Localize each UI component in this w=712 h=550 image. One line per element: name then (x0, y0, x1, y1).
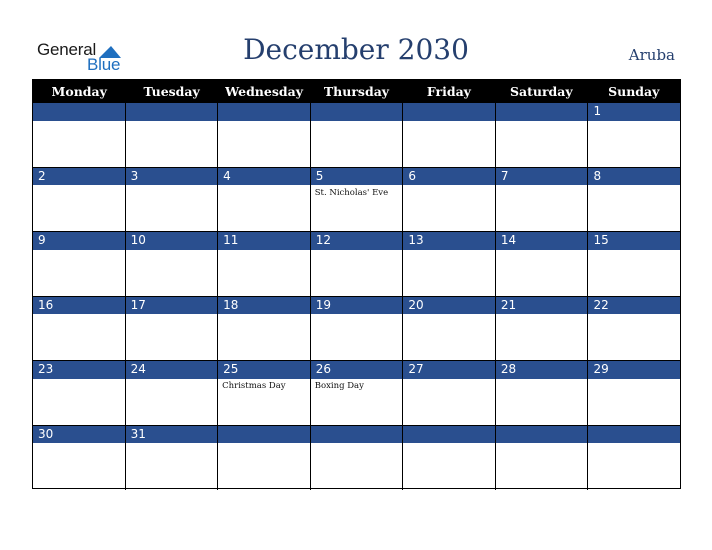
country-label: Aruba (628, 46, 675, 64)
day-cell[interactable] (125, 426, 218, 491)
weekday-saturday: Saturday (509, 84, 573, 99)
day-cell[interactable] (125, 297, 218, 362)
holiday-label: St. Nicholas' Eve (314, 187, 389, 198)
day-cell[interactable] (310, 103, 403, 168)
day-cell[interactable] (402, 232, 495, 297)
page-title: December 2030 (243, 33, 469, 66)
day-number: 22 (593, 297, 609, 312)
day-number: 7 (500, 168, 509, 183)
day-cell[interactable] (310, 168, 403, 233)
day-number: 25 (223, 362, 239, 376)
day-number: 20 (408, 297, 424, 312)
week-row (33, 103, 680, 168)
day-number: 31 (130, 426, 146, 441)
day-number: 18 (223, 297, 239, 312)
day-cell[interactable] (33, 297, 125, 362)
day-cell[interactable] (587, 297, 680, 362)
day-number: 9 (38, 233, 46, 247)
day-number: 15 (593, 233, 609, 247)
day-cell[interactable] (495, 168, 588, 233)
day-number: 27 (408, 362, 424, 376)
day-cell[interactable] (402, 168, 495, 233)
day-number: 10 (130, 233, 146, 247)
day-number: 19 (315, 297, 332, 312)
day-cell[interactable] (217, 426, 310, 491)
day-cell[interactable] (495, 103, 588, 168)
weekday-monday: Monday (51, 84, 107, 99)
day-number: 4 (223, 168, 231, 183)
weeks-container (33, 103, 680, 490)
weekday-wednesday: Wednesday (225, 84, 303, 99)
day-cell[interactable] (587, 103, 680, 168)
day-number: 30 (38, 426, 54, 441)
day-number: 23 (38, 362, 54, 376)
day-number: 11 (223, 233, 239, 247)
day-cell[interactable] (495, 426, 588, 491)
day-number: 29 (593, 362, 609, 376)
day-cell[interactable] (495, 361, 588, 426)
day-number: 1 (593, 104, 602, 118)
day-cell[interactable] (125, 361, 218, 426)
day-cell[interactable] (402, 297, 495, 362)
day-number: 5 (315, 168, 324, 183)
day-cell[interactable] (217, 232, 310, 297)
week-row (33, 297, 680, 362)
week-row (33, 361, 680, 426)
day-number: 3 (130, 168, 139, 183)
weekday-sunday: Sunday (608, 84, 660, 99)
day-number: 26 (315, 362, 332, 376)
day-cell[interactable] (310, 232, 403, 297)
week-row (33, 232, 680, 297)
day-cell[interactable] (402, 426, 495, 491)
day-number: 21 (500, 297, 517, 312)
day-number: 13 (408, 233, 424, 247)
day-cell[interactable] (587, 426, 680, 491)
day-cell[interactable] (125, 168, 218, 233)
weekday-tuesday: Tuesday (143, 84, 200, 99)
day-cell[interactable] (495, 232, 588, 297)
day-number: 6 (408, 168, 416, 183)
day-number: 12 (315, 233, 332, 247)
day-number: 8 (593, 168, 602, 183)
day-cell[interactable] (33, 426, 125, 491)
holiday-label: Christmas Day (222, 381, 286, 391)
day-cell[interactable] (587, 168, 680, 233)
day-cell[interactable] (402, 103, 495, 168)
day-cell[interactable] (217, 297, 310, 362)
day-number: 16 (38, 297, 54, 312)
day-number: 2 (38, 168, 46, 183)
week-row (33, 426, 680, 491)
day-cell[interactable] (125, 232, 218, 297)
day-cell[interactable] (217, 168, 310, 233)
day-cell[interactable] (587, 361, 680, 426)
holiday-label: Boxing Day (314, 381, 364, 391)
day-cell[interactable] (33, 232, 125, 297)
weekday-friday: Friday (426, 84, 471, 99)
logo-text-blue: Blue (87, 55, 121, 74)
day-number: 28 (500, 362, 517, 376)
week-row (33, 168, 680, 233)
day-cell[interactable] (495, 297, 588, 362)
logo-text-general: General (37, 40, 97, 59)
day-cell[interactable] (310, 297, 403, 362)
day-cell[interactable] (33, 168, 125, 233)
day-cell[interactable] (33, 103, 125, 168)
day-cell[interactable] (587, 232, 680, 297)
calendar-grid (32, 79, 681, 489)
day-number: 17 (130, 297, 146, 312)
day-number: 24 (130, 362, 146, 376)
day-cell[interactable] (217, 103, 310, 168)
weekday-thursday: Thursday (323, 84, 390, 99)
day-cell[interactable] (217, 361, 310, 426)
day-cell[interactable] (125, 103, 218, 168)
day-cell[interactable] (33, 361, 125, 426)
day-cell[interactable] (310, 426, 403, 491)
day-cell[interactable] (310, 361, 403, 426)
day-cell[interactable] (402, 361, 495, 426)
weekday-header (33, 80, 680, 103)
day-number: 14 (500, 233, 517, 247)
